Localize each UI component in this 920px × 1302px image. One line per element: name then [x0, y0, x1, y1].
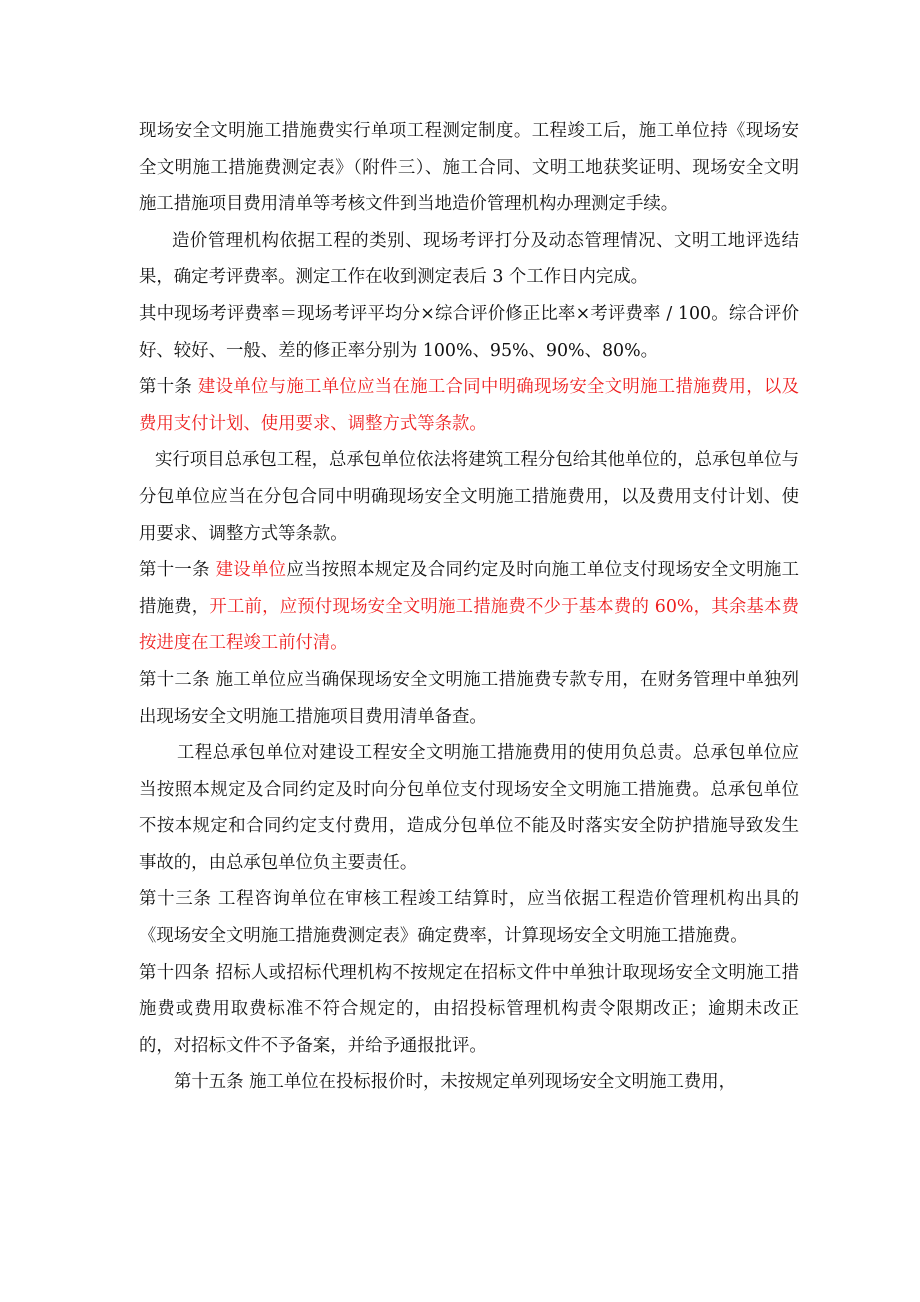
document-body [139, 113, 799, 1101]
paragraph-rate-determination: 造价管理机构依据工程的类别、现场考评打分及动态管理情况、文明工地评选结果，确定考评费率。测定工作在收到测定表后 3 个工作日内完成。 [139, 230, 799, 288]
paragraph-rate-formula: 其中现场考评费率＝现场考评平均分×综合评价修正比率×考评费率 / 100。综合评价好、较好、一般、差的修正率分别为 100%、95%、90%、80%。 [139, 303, 799, 361]
paragraph-measurement-system: 现场安全文明施工措施费实行单项工程测定制度。工程竣工后，施工单位持《现场安全文明施工措施费测定表》（附件三）、施工合同、文明工地获奖证明、现场安全文明施工措施项目费用清单等考核文件到当地造价管理机构办理测定手续。 [139, 121, 799, 215]
article-15: 第十五条 施工单位在投标报价时，未按规定单列现场安全文明施工费用， [174, 1072, 737, 1093]
paragraph-general-contractor-responsibility: 工程总承包单位对建设工程安全文明施工措施费用的使用负总责。总承包单位应当按照本规定及合同约定及时向分包单位支付现场安全文明施工措施费。总承包单位不按本规定和合同约定支付费用，造成分包单位不能及时落实安全防护措施导致发生事故的，由总承包单位负主要责任。 [139, 743, 799, 873]
article-13: 第十三条 工程咨询单位在审核工程竣工结算时，应当依据工程造价管理机构出具的《现场安全文明施工措施费测定表》确定费率，计算现场安全文明施工措施费。 [139, 889, 799, 947]
article-10-label: 第十条 [139, 377, 198, 398]
article-10 [139, 369, 799, 442]
article-11-text: 应当按照本规定及合同约定及时向施工单位支付现场安全文明施工措施费， [139, 560, 799, 617]
article-11 [139, 552, 799, 662]
paragraph-general-contracting: 实行项目总承包工程，总承包单位依法将建筑工程分包给其他单位的，总承包单位与分包单位应当在分包合同中明确现场安全文明施工措施费用，以及费用支付计划、使用要求、调整方式等条款。 [139, 450, 799, 544]
article-12: 第十二条 施工单位应当确保现场安全文明施工措施费专款专用，在财务管理中单独列出现场安全文明施工措施项目费用清单备查。 [139, 669, 799, 727]
article-11-highlight-2: 开工前，应预付现场安全文明施工措施费不少于基本费的 60%，其余基本费按进度在工程竣工前付清。 [139, 596, 799, 654]
article-11-label: 第十一条 [139, 560, 216, 581]
article-10-highlight: 建设单位与施工单位应当在施工合同中明确现场安全文明施工措施费用，以及费用支付计划、使用要求、调整方式等条款。 [139, 377, 799, 434]
article-11-highlight-1: 建设单位 [215, 560, 287, 581]
article-14: 第十四条 招标人或招标代理机构不按规定在招标文件中单独计取现场安全文明施工措施费或费用取费标准不符合规定的，由招投标管理机构责令限期改正；逾期未改正的，对招标文件不予备案，并给予通报批评。 [139, 962, 799, 1056]
